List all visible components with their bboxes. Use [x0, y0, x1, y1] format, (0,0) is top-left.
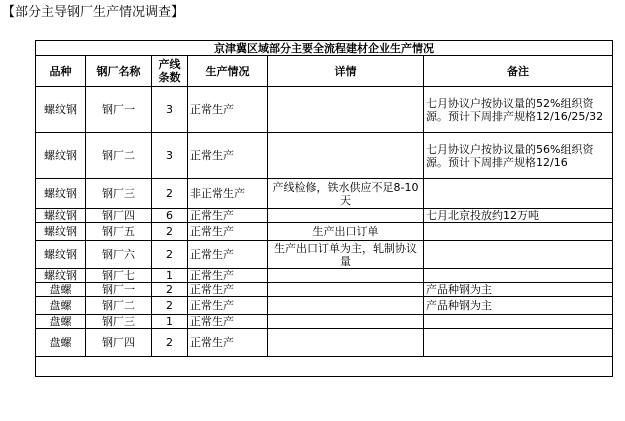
cell-lines: 3 [152, 133, 188, 179]
column-header-product: 品种 [36, 56, 86, 87]
cell-note: 产品种钢为主 [424, 283, 613, 297]
cell-lines: 2 [152, 329, 188, 357]
cell-mill: 钢厂二 [86, 297, 152, 315]
cell-product: 螺纹钢 [36, 209, 86, 223]
cell-note [424, 329, 613, 357]
cell-product: 盘螺 [36, 329, 86, 357]
cell-mill: 钢厂三 [86, 179, 152, 209]
cell-mill: 钢厂五 [86, 223, 152, 241]
cell-note: 七月北京投放约12万吨 [424, 209, 613, 223]
cell-detail [268, 283, 424, 297]
cell-detail [268, 315, 424, 329]
cell-lines: 2 [152, 223, 188, 241]
column-header-status: 生产情况 [188, 56, 268, 87]
table-row [36, 179, 613, 209]
table-row [36, 209, 613, 223]
cell-note: 七月协议户按协议量的52%组织资源。预计下周排产规格12/16/25/32 [424, 87, 613, 133]
table-row [36, 329, 613, 357]
cell-mill: 钢厂二 [86, 133, 152, 179]
cell-mill: 钢厂三 [86, 315, 152, 329]
table-row [36, 297, 613, 315]
table-row [36, 87, 613, 133]
cell-lines: 1 [152, 269, 188, 283]
cell-product: 螺纹钢 [36, 87, 86, 133]
section-heading: 【部分主导钢厂生产情况调查】 [2, 5, 185, 20]
cell-lines: 1 [152, 315, 188, 329]
cell-mill: 钢厂四 [86, 329, 152, 357]
cell-note [424, 269, 613, 283]
cell-detail [268, 87, 424, 133]
cell-detail: 生产出口订单为主，轧制协议量 [268, 241, 424, 269]
cell-detail [268, 329, 424, 357]
cell-status: 正常生产 [188, 269, 268, 283]
cell-product: 螺纹钢 [36, 133, 86, 179]
column-header-lines: 产线条数 [152, 56, 188, 87]
column-header-mill: 钢厂名称 [86, 56, 152, 87]
cell-product: 盘螺 [36, 283, 86, 297]
cell-mill: 钢厂一 [86, 87, 152, 133]
cell-status: 正常生产 [188, 241, 268, 269]
table-row [36, 223, 613, 241]
cell-status: 正常生产 [188, 209, 268, 223]
cell-product: 螺纹钢 [36, 269, 86, 283]
cell-note [424, 241, 613, 269]
cell-lines: 2 [152, 283, 188, 297]
cell-product: 螺纹钢 [36, 179, 86, 209]
table-row [36, 315, 613, 329]
cell-note: 产品种钢为主 [424, 297, 613, 315]
table-footer-row [36, 357, 613, 377]
cell-detail: 产线检修，铁水供应不足8-10天 [268, 179, 424, 209]
cell-note [424, 315, 613, 329]
cell-product: 盘螺 [36, 315, 86, 329]
cell-lines: 2 [152, 179, 188, 209]
cell-note [424, 223, 613, 241]
cell-detail [268, 297, 424, 315]
cell-detail: 生产出口订单 [268, 223, 424, 241]
table-row [36, 283, 613, 297]
cell-status: 正常生产 [188, 297, 268, 315]
table-row [36, 241, 613, 269]
cell-status: 非正常生产 [188, 179, 268, 209]
cell-lines: 2 [152, 297, 188, 315]
cell-note: 七月协议户按协议量的56%组织资源。预计下周排产规格12/16 [424, 133, 613, 179]
table-row [36, 269, 613, 283]
cell-detail [268, 269, 424, 283]
cell-lines: 3 [152, 87, 188, 133]
table-row [36, 133, 613, 179]
cell-detail [268, 209, 424, 223]
cell-status: 正常生产 [188, 329, 268, 357]
cell-status: 正常生产 [188, 283, 268, 297]
column-header-note: 备注 [424, 56, 613, 87]
cell-mill: 钢厂一 [86, 283, 152, 297]
column-header-detail: 详情 [268, 56, 424, 87]
cell-mill: 钢厂四 [86, 209, 152, 223]
cell-status: 正常生产 [188, 87, 268, 133]
cell-mill: 钢厂六 [86, 241, 152, 269]
cell-lines: 2 [152, 241, 188, 269]
cell-product: 盘螺 [36, 297, 86, 315]
cell-note [424, 179, 613, 209]
footer-cell [36, 357, 613, 377]
cell-detail [268, 133, 424, 179]
production-table [35, 40, 613, 377]
cell-product: 螺纹钢 [36, 241, 86, 269]
table-title: 京津冀区域部分主要全流程建材企业生产情况 [36, 41, 613, 56]
cell-status: 正常生产 [188, 315, 268, 329]
cell-mill: 钢厂七 [86, 269, 152, 283]
cell-lines: 6 [152, 209, 188, 223]
cell-status: 正常生产 [188, 133, 268, 179]
cell-status: 正常生产 [188, 223, 268, 241]
cell-product: 螺纹钢 [36, 223, 86, 241]
